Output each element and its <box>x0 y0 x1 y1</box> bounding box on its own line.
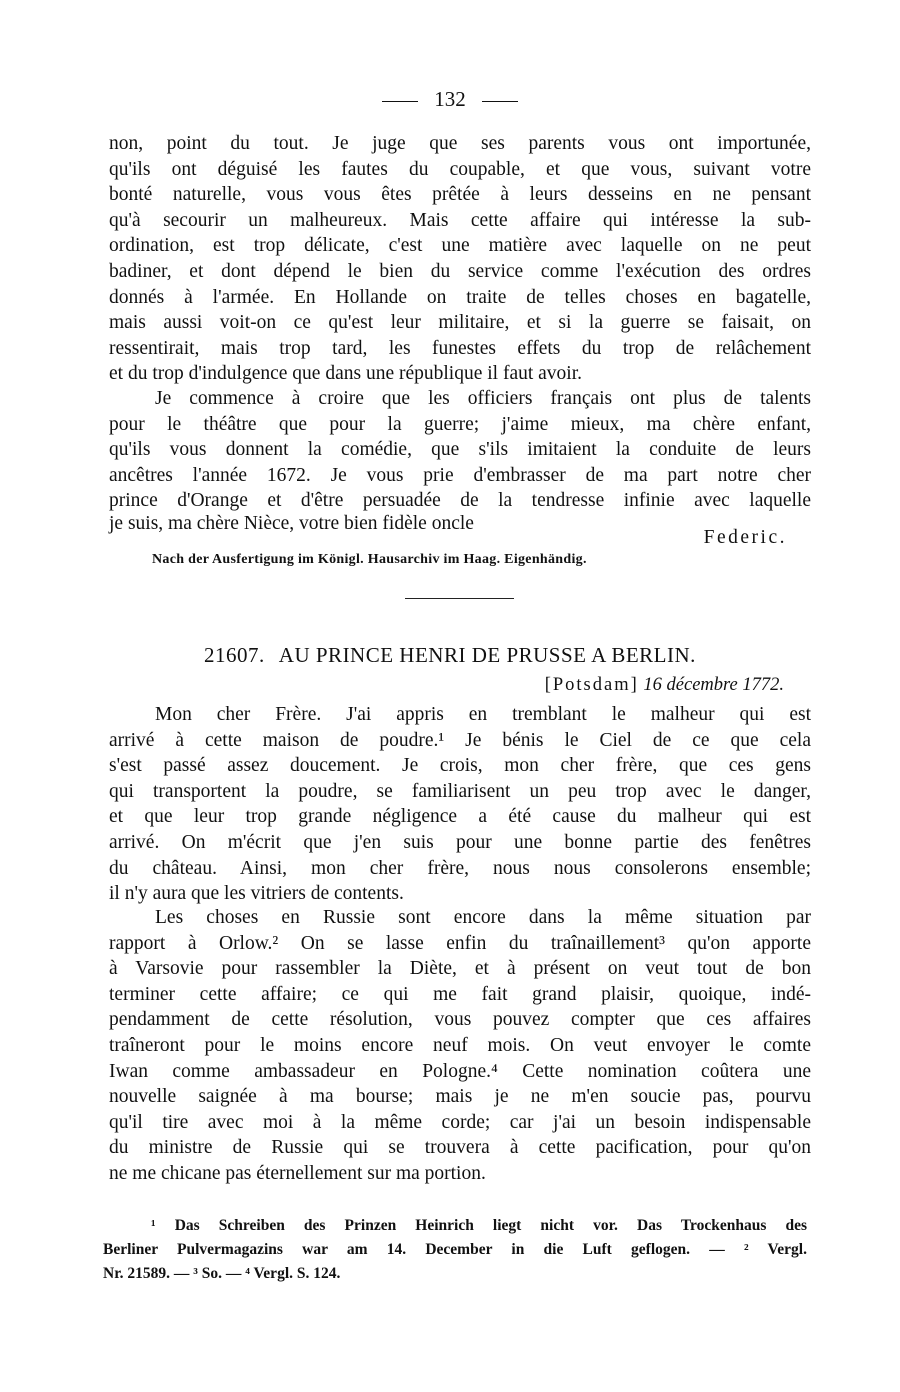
text-line: qu'ils ont déguisé les fautes du coupable, et que vous, suivant votre <box>109 158 811 180</box>
letter1-paragraph1 <box>109 131 811 387</box>
text-line: Je commence à croire que les officiers français ont plus de talents <box>155 388 811 409</box>
letter1-paragraph2 <box>109 386 811 514</box>
dateline <box>545 675 784 696</box>
text-line: ordination, est trop délicate, c'est une matière avec laquelle on ne peut <box>109 235 811 257</box>
signature: Federic. <box>703 527 787 548</box>
date-place: [Potsdam] <box>544 675 639 695</box>
text-line: arrivé à cette maison de poudre.¹ Je bénis le Ciel de ce que cela <box>109 729 811 751</box>
text-line: qu'à secourir un malheureux. Mais cette affaire qui intéresse la sub- <box>109 209 811 231</box>
letter-number: 21607. <box>204 643 265 667</box>
text-line: pendamment de cette résolution, vous pouvez compter que ces affaires <box>109 1009 811 1031</box>
footnote-line: ¹ Das Schreiben des Prinzen Heinrich liegt nicht vor. Das Trockenhaus des <box>151 1217 807 1234</box>
page-number: 132 <box>434 87 466 111</box>
text-line: qui transportent la poudre, se familiarisent un peu trop avec le danger, <box>109 780 811 802</box>
letter-title: AU PRINCE HENRI DE PRUSSE A BERLIN. <box>278 643 696 667</box>
text-line: du château. Ainsi, mon cher frère, nous nous consolerons ensemble; <box>109 857 811 879</box>
text-line: non, point du tout. Je juge que ses parents vous ont importunée, <box>109 133 811 154</box>
text-line: et du trop d'indulgence que dans une république il faut avoir. <box>109 363 583 385</box>
footnote-line: Berliner Pulvermagazins war am 14. December in die Luft geflogen. — ² Vergl. <box>103 1241 807 1258</box>
footnotes <box>103 1214 807 1286</box>
header-dash-left <box>382 101 418 102</box>
text-line: traîneront pour le moins encore neuf mois. On veut envoyer le comte <box>109 1034 811 1056</box>
date: 16 décembre 1772. <box>643 675 784 695</box>
text-line: pour le théâtre que pour la guerre; j'aime mieux, ma chère enfant, <box>109 413 811 435</box>
source-note: Nach der Ausfertigung im Königl. Hausarchiv im Haag. Eigenhändig. <box>152 552 587 567</box>
letter2-paragraph2 <box>109 905 811 1187</box>
text-line: bonté naturelle, vous vous êtes prêtée à leurs desseins en ne pensant <box>109 184 811 206</box>
text-line: à Varsovie pour rassembler la Diète, et à présent on veut tout de bon <box>109 958 811 980</box>
text-line: Les choses en Russie sont encore dans la même situation par <box>155 907 811 928</box>
footnote-line: Nr. 21589. — ³ So. — ⁴ Vergl. S. 124. <box>103 1265 341 1282</box>
text-line: s'est passé assez doucement. Je crois, mon cher frère, que ces gens <box>109 755 811 777</box>
text-line: qu'ils vous donnent la comédie, que s'ils imitaient la conduite de leurs <box>109 439 811 461</box>
text-line: terminer cette affaire; ce qui me fait grand plaisir, quoique, indé- <box>109 983 811 1005</box>
text-line: Mon cher Frère. J'ai appris en tremblant le malheur qui est <box>155 704 811 725</box>
text-line: nouvelle saignée à ma bourse; mais je ne m'en soucie pas, pourvu <box>109 1086 811 1108</box>
text-line: du ministre de Russie qui se trouvera à cette pacification, pour qu'on <box>109 1137 811 1159</box>
text-line: arrivé. On m'écrit que j'en suis pour une bonne partie des fenêtres <box>109 831 811 853</box>
section-divider <box>405 598 514 599</box>
text-line: il n'y aura que les vitriers de contents. <box>109 883 404 905</box>
header-dash-right <box>482 101 518 102</box>
text-line: ressentirait, mais trop tard, les funestes effets du trop de relâchement <box>109 337 811 359</box>
text-line: ancêtres l'année 1672. Je vous prie d'embrasser de ma part notre cher <box>109 464 811 486</box>
text-line: Iwan comme ambassadeur en Pologne.⁴ Cette nomination coûtera une <box>109 1060 811 1082</box>
text-line: ne me chicane pas éternellement sur ma portion. <box>109 1162 486 1184</box>
text-line: qu'il tire avec moi à la même corde; car j'ai un besoin indispensable <box>109 1111 811 1133</box>
text-line: badiner, et dont dépend le bien du service comme l'exécution des ordres <box>109 260 811 282</box>
text-line: prince d'Orange et d'être persuadée de la tendresse infinie avec laquelle <box>109 490 811 512</box>
page-header <box>0 86 900 112</box>
closing-line: je suis, ma chère Nièce, votre bien fidèle oncle <box>109 513 474 534</box>
text-line: donnés à l'armée. En Hollande on traite de telles choses en bagatelle, <box>109 286 811 308</box>
text-line: rapport à Orlow.² On se lasse enfin du traînaillement³ qu'on apporte <box>109 932 811 954</box>
text-line: mais aussi voit-on ce qu'est leur militaire, et si la guerre se faisait, on <box>109 312 811 334</box>
letter-heading <box>0 641 900 669</box>
text-line: et que leur trop grande négligence a été cause du malheur qui est <box>109 806 811 828</box>
letter2-paragraph1 <box>109 702 811 907</box>
